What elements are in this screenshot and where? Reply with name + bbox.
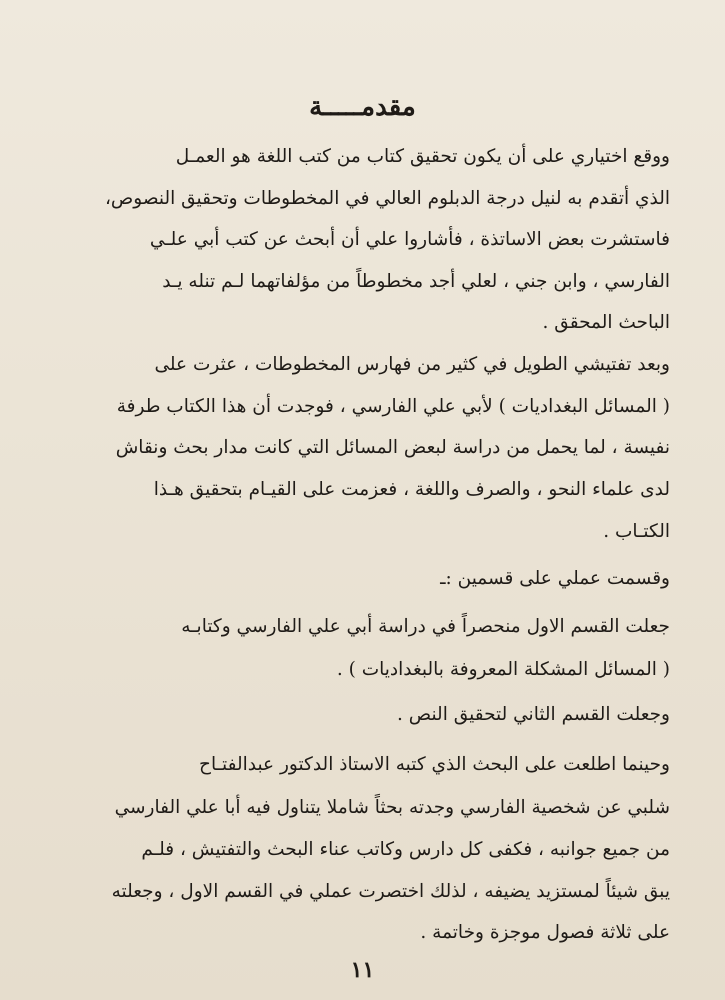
- text-line: الذي أتقدم به لنيل درجة الدبلوم العالي في المخطوطات وتحقيق النصوص،: [104, 188, 670, 209]
- text-line: ووقع اختياري على أن يكون تحقيق كتاب من كتب اللغة هو العمـل: [175, 146, 670, 167]
- text-line: من جميع جوانبه ، فكفى كل دارس وكاتب عناء البحث والتفتيش ، فلـم: [141, 839, 670, 860]
- text-line: شلبي عن شخصية الفارسي وجدته بحثاً شاملا يتناول فيه أبا علي الفارسي: [114, 797, 670, 818]
- text-line: وجعلت القسم الثاني لتحقيق النص .: [397, 704, 670, 725]
- page-title: مقدمـــــة: [309, 92, 416, 122]
- text-line: نفيسة ، لما يحمل من دراسة لبعض المسائل التي كانت مدار بحث ونقاش: [115, 437, 670, 458]
- text-line: فاستشرت بعض الاساتذة ، فأشاروا علي أن أبحث عن كتب أبي علـي: [149, 229, 670, 250]
- text-line: على ثلاثة فصول موجزة وخاتمة .: [420, 922, 670, 943]
- text-line: وحينما اطلعت على البحث الذي كتبه الاستاذ الدكتور عبدالفتـاح: [199, 754, 670, 775]
- text-line: الباحث المحقق .: [542, 312, 670, 333]
- text-line: وبعد تفتيشي الطويل في كثير من فهارس المخطوطات ، عثرت على: [154, 354, 670, 375]
- page-number: ١١: [350, 957, 375, 983]
- text-line: ( المسائل البغداديات ) لأبي علي الفارسي ، فوجدت أن هذا الكتاب طرفة: [116, 396, 670, 417]
- text-line: الكتـاب .: [603, 521, 670, 542]
- text-line: الفارسي ، وابن جني ، لعلي أجد مخطوطاً من مؤلفاتهما لـم تنله يـد: [162, 271, 670, 292]
- text-line: وقسمت عملي على قسمين :ـ: [440, 568, 670, 589]
- text-line: لدى علماء النحو ، والصرف واللغة ، فعزمت على القيـام بتحقيق هـذا: [153, 479, 670, 500]
- text-line: يبق شيئاً لمستزيد يضيفه ، لذلك اختصرت عملي في القسم الاول ، وجعلته: [111, 881, 670, 902]
- text-line: ( المسائل المشكلة المعروفة بالبغداديات ) .: [336, 659, 670, 680]
- text-line: جعلت القسم الاول منحصراً في دراسة أبي علي الفارسي وكتابـه: [181, 616, 670, 637]
